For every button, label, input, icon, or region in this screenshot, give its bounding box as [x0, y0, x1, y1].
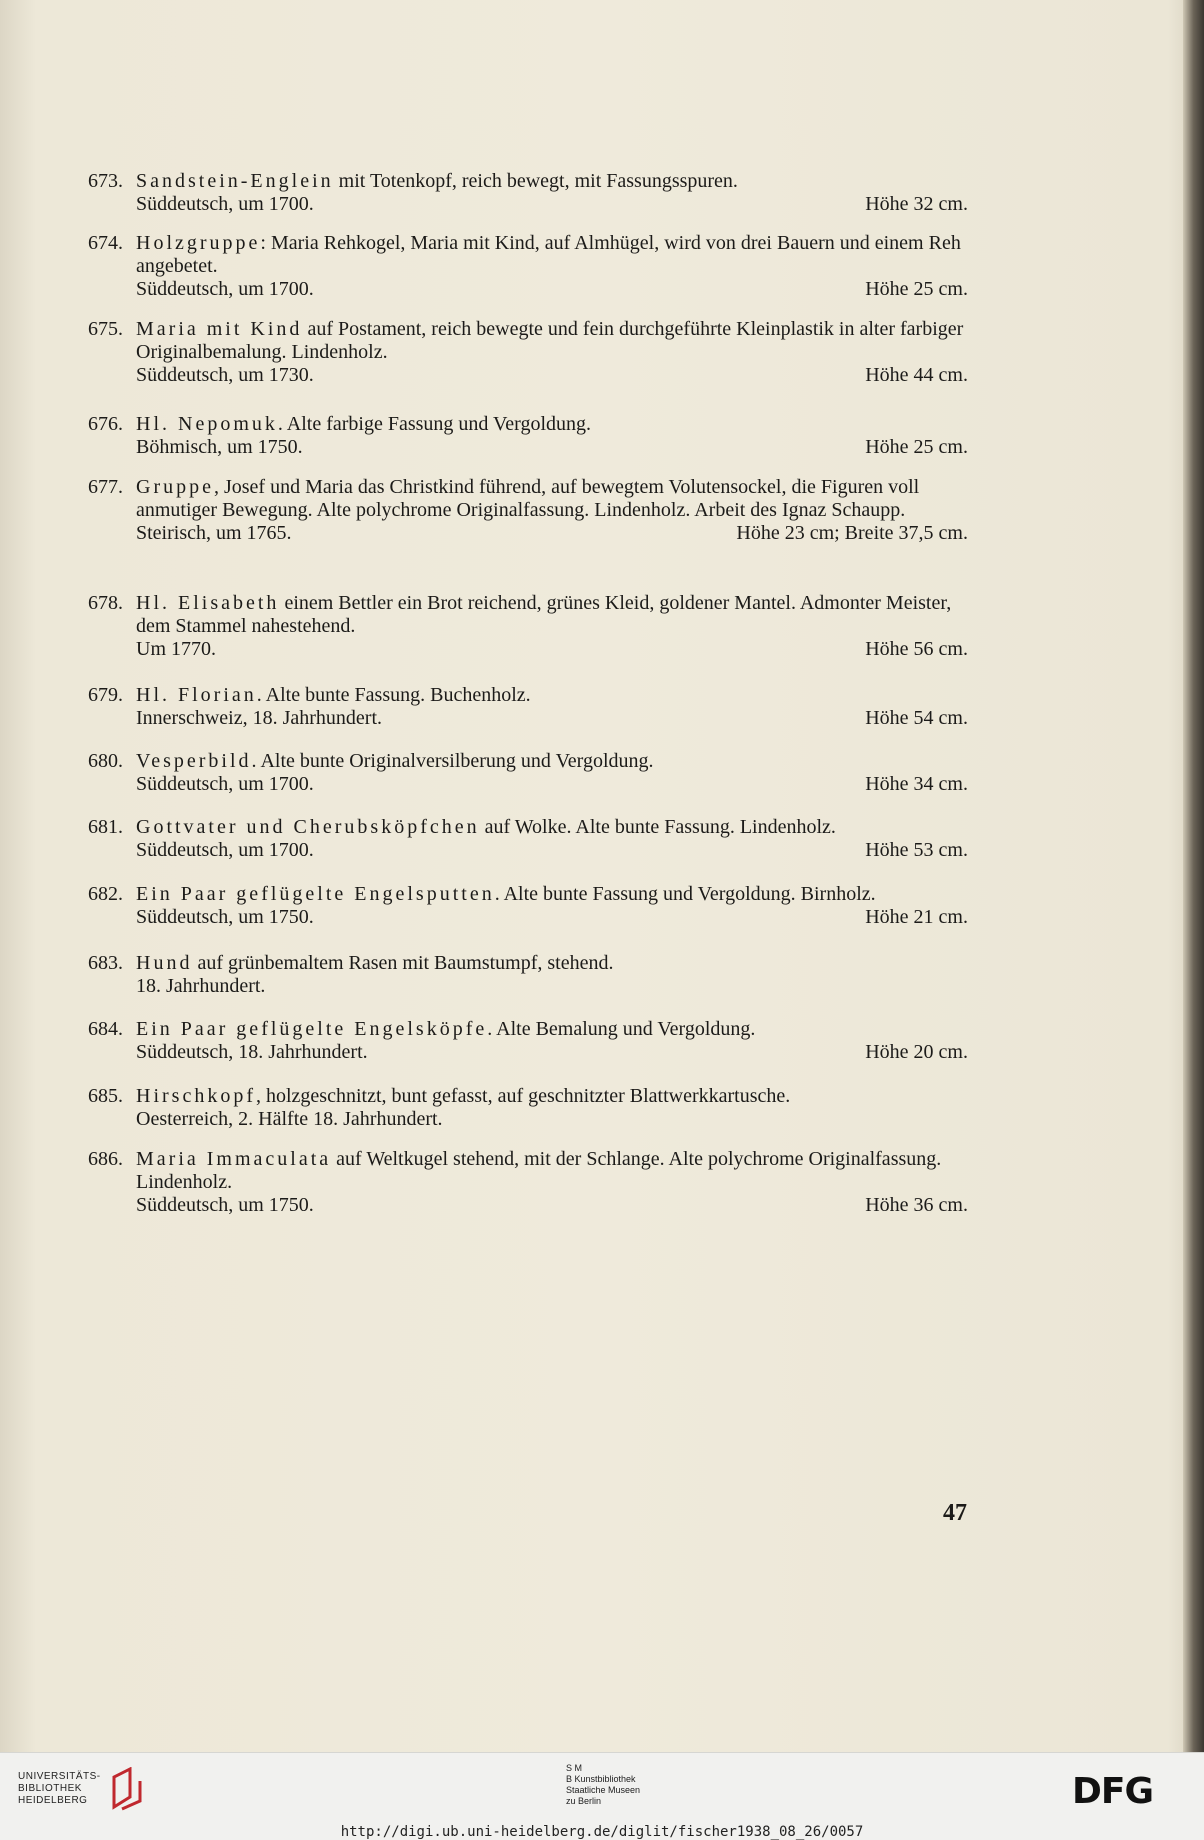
page-number: 47 [943, 1500, 967, 1526]
entry-description [136, 592, 968, 638]
entry-number: 684. [88, 1018, 123, 1040]
university-library-logo[interactable] [18, 1771, 101, 1807]
entry-text: auf Weltkugel stehend, mit der Schlange. Alte polychrome Originalfassung. Lindenholz. [136, 1148, 942, 1193]
entry-description [136, 232, 968, 278]
entry-description [136, 1018, 968, 1041]
dfg-logo[interactable]: DFG [1072, 1771, 1154, 1812]
book-spine-edge [1183, 0, 1204, 1752]
entry-text: . Alte bunte Fassung und Vergoldung. Birnholz. [494, 883, 876, 905]
entry-origin: Süddeutsch, um 1700. [136, 278, 314, 300]
entry-title: Gottvater und Cherubsköpfchen [136, 816, 480, 838]
entry-text: auf Wolke. Alte bunte Fassung. Lindenholz. [479, 816, 836, 838]
entry-origin: Böhmisch, um 1750. [136, 436, 303, 458]
catalog-entry [88, 883, 968, 929]
entry-number: 679. [88, 684, 123, 706]
entry-number: 680. [88, 750, 123, 772]
entry-description [136, 170, 968, 193]
entry-title: Maria mit Kind [136, 318, 303, 340]
entry-title: Maria Immaculata [136, 1148, 332, 1170]
smb-kunstbibliothek-logo[interactable] [566, 1763, 640, 1807]
entry-description [136, 1085, 968, 1108]
entry-dimensions: Höhe 32 cm. [865, 193, 968, 215]
entry-title: Hl. Florian [136, 684, 257, 706]
entry-title: Vesperbild [136, 750, 252, 772]
logo-text-line: B Kunstbibliothek [566, 1774, 636, 1784]
catalog-entry [88, 592, 968, 661]
entry-title: Hl. Elisabeth [136, 592, 280, 614]
catalog-entry [88, 1085, 968, 1131]
entry-number: 678. [88, 592, 123, 614]
entry-number: 681. [88, 816, 123, 838]
catalog-entry [88, 750, 968, 796]
catalog-entry [88, 816, 968, 862]
entry-dimensions: Höhe 25 cm. [865, 436, 968, 458]
logo-text-line: S M [566, 1763, 583, 1773]
entry-text: . Alte bunte Fassung. Buchenholz. [256, 684, 531, 706]
entry-origin: Süddeutsch, um 1700. [136, 839, 314, 861]
entry-text: , holzgeschnitzt, bunt gefasst, auf geschnitzter Blattwerkkartusche. [255, 1085, 791, 1107]
entry-text: einem Bettler ein Brot reichend, grünes Kleid, goldener Mantel. Admonter Meister, dem Stammel nahestehend. [136, 592, 952, 637]
entry-description [136, 413, 968, 436]
entry-title: Ein Paar geflügelte Engelsköpfe [136, 1018, 488, 1040]
entry-description [136, 816, 968, 839]
entry-origin: Süddeutsch, um 1700. [136, 193, 314, 215]
entry-origin: Süddeutsch, um 1750. [136, 906, 314, 928]
entry-title: Hirschkopf [136, 1085, 256, 1107]
catalog-entry [88, 952, 968, 998]
entry-title: Sandstein-Englein [136, 170, 334, 192]
entry-title: Ein Paar geflügelte Engelsputten [136, 883, 495, 905]
catalog-entry [88, 1148, 968, 1217]
entry-description [136, 883, 968, 906]
entry-dimensions: Höhe 23 cm; Breite 37,5 cm. [736, 522, 968, 544]
entry-description [136, 1148, 968, 1194]
entry-text: mit Totenkopf, reich bewegt, mit Fassungsspuren. [333, 170, 738, 192]
catalog-entry [88, 476, 968, 545]
entry-origin: Steirisch, um 1765. [136, 522, 292, 544]
entry-origin: Süddeutsch, 18. Jahrhundert. [136, 1041, 368, 1063]
logo-text-line: zu Berlin [566, 1796, 602, 1806]
entry-dimensions: Höhe 34 cm. [865, 773, 968, 795]
entry-title: Hund [136, 952, 193, 974]
entry-dimensions: Höhe 20 cm. [865, 1041, 968, 1063]
entry-origin: 18. Jahrhundert. [136, 975, 266, 997]
entry-description [136, 476, 968, 522]
catalog-entry [88, 413, 968, 459]
entry-text: auf Postament, reich bewegte und fein durchgeführte Kleinplastik in alter farbiger Originalbemalung. Lindenholz. [136, 318, 964, 363]
entry-origin: Um 1770. [136, 638, 216, 660]
entry-dimensions: Höhe 21 cm. [865, 906, 968, 928]
entry-text: , Josef und Maria das Christkind führend, auf bewegtem Volutensockel, die Figuren voll anmutiger Bewegung. Alte polychrome Originalfassung. Lindenholz. Arbeit des Ignaz Schaupp. [136, 476, 920, 521]
entry-number: 674. [88, 232, 123, 254]
entry-number: 673. [88, 170, 123, 192]
entry-origin: Oesterreich, 2. Hälfte 18. Jahrhundert. [136, 1108, 443, 1130]
entry-origin: Süddeutsch, um 1750. [136, 1194, 314, 1216]
entry-number: 685. [88, 1085, 123, 1107]
entry-description [136, 952, 968, 975]
entry-dimensions: Höhe 53 cm. [865, 839, 968, 861]
entry-number: 686. [88, 1148, 123, 1170]
logo-text-line: BIBLIOTHEK [18, 1783, 82, 1794]
entry-number: 683. [88, 952, 123, 974]
logo-text-line: UNIVERSITÄTS- [18, 1771, 101, 1782]
entry-origin: Süddeutsch, um 1730. [136, 364, 314, 386]
logo-text-line: HEIDELBERG [18, 1795, 88, 1806]
entry-dimensions: Höhe 56 cm. [865, 638, 968, 660]
entry-text: . Alte Bemalung und Vergoldung. [487, 1018, 756, 1040]
catalog-entry [88, 1018, 968, 1064]
entry-text: . Alte bunte Originalversilberung und Vergoldung. [251, 750, 654, 772]
entry-origin: Süddeutsch, um 1700. [136, 773, 314, 795]
catalog-entry [88, 170, 968, 216]
entry-dimensions: Höhe 36 cm. [865, 1194, 968, 1216]
catalog-entry [88, 318, 968, 387]
entry-number: 676. [88, 413, 123, 435]
entry-description [136, 684, 968, 707]
entry-title: Holzgruppe [136, 232, 261, 254]
entry-number: 675. [88, 318, 123, 340]
entry-origin: Innerschweiz, 18. Jahrhundert. [136, 707, 383, 729]
entry-description [136, 318, 968, 364]
entry-text: . Alte farbige Fassung und Vergoldung. [277, 413, 592, 435]
entry-dimensions: Höhe 44 cm. [865, 364, 968, 386]
entry-title: Gruppe [136, 476, 214, 498]
entry-number: 682. [88, 883, 123, 905]
logo-text-line: Staatliche Museen [566, 1785, 641, 1795]
entry-description [136, 750, 968, 773]
catalog-entry [88, 232, 968, 301]
entry-title: Hl. Nepomuk [136, 413, 278, 435]
entry-number: 677. [88, 476, 123, 498]
catalog-entry [88, 684, 968, 730]
digitization-footer [0, 1752, 1204, 1840]
permalink-url[interactable]: http://digi.ub.uni-heidelberg.de/diglit/fischer1938_08_26/0057 [340, 1824, 864, 1840]
entry-dimensions: Höhe 54 cm. [865, 707, 968, 729]
entry-text: auf grünbemaltem Rasen mit Baumstumpf, stehend. [192, 952, 614, 974]
university-logo-mark-icon [110, 1767, 146, 1811]
entry-text: : Maria Rehkogel, Maria mit Kind, auf Almhügel, wird von drei Bauern und einem Reh angebetet. [136, 232, 961, 277]
entry-dimensions: Höhe 25 cm. [865, 278, 968, 300]
